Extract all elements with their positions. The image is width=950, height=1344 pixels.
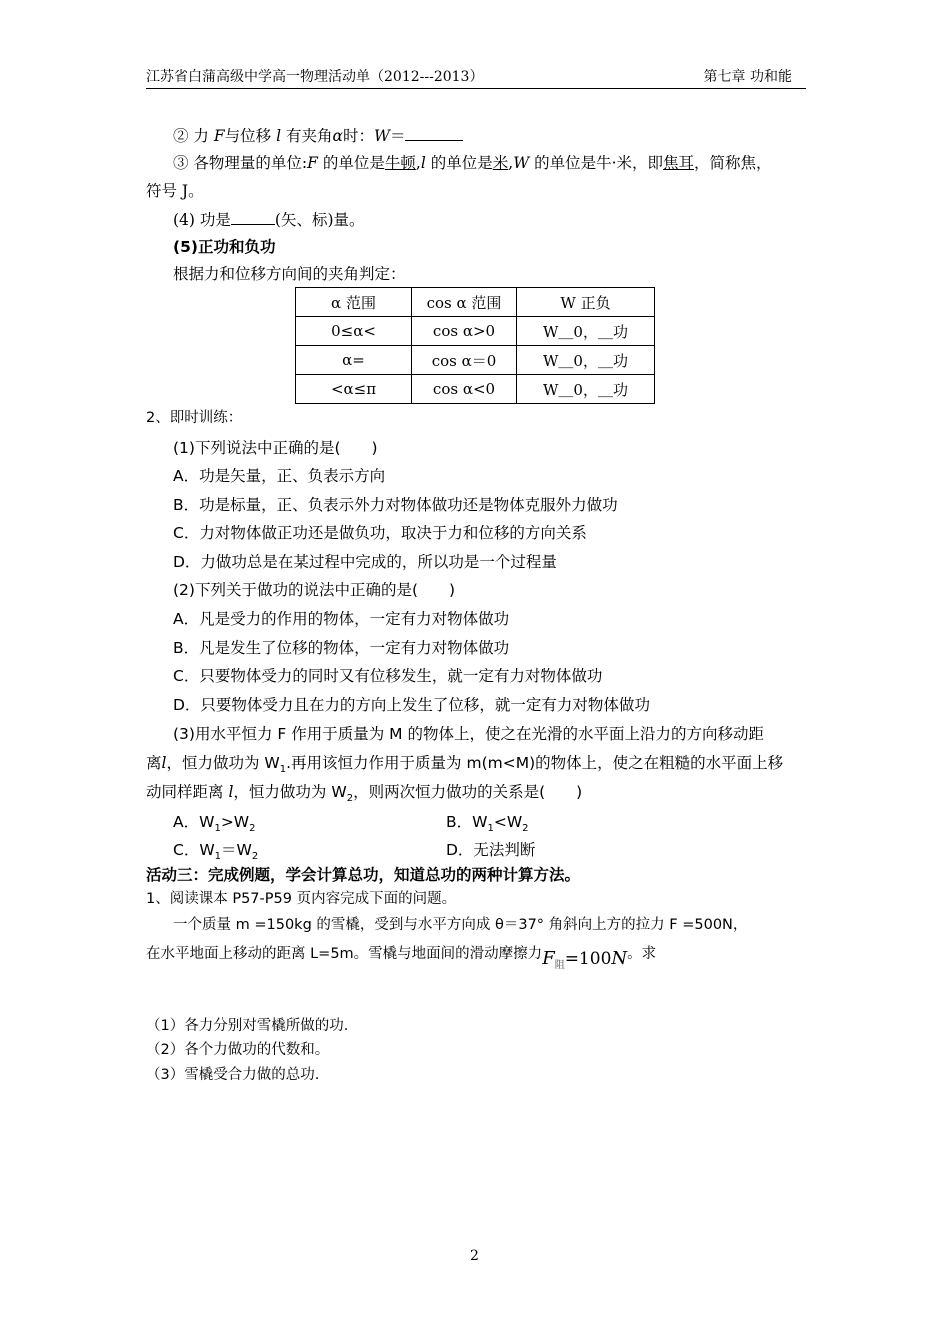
text: 的单位是牛·米，即 <box>534 154 664 172</box>
subscript: 1 <box>279 764 287 776</box>
table-cell: α= <box>296 346 412 375</box>
text: ，简称焦， <box>694 154 772 172</box>
answer-blank[interactable] <box>405 125 463 141</box>
table-cell[interactable]: W＿0，＿功 <box>517 317 655 346</box>
subscript: 2 <box>249 823 256 835</box>
question-1: (1)下列说法中正确的是( ) <box>173 439 378 457</box>
text: A．W <box>173 813 215 831</box>
math-unit: N <box>611 948 628 969</box>
text: B．W <box>446 813 488 831</box>
sub-question-1: （1）各力分别对雪橇所做的功. <box>146 1018 349 1034</box>
text: .再用该恒力作用于质量为 m(m<M)的物体上，使之在粗糙的水平面上移 <box>286 754 784 772</box>
table-cell: 0≤α< <box>296 317 412 346</box>
table-row <box>296 346 655 375</box>
page-header <box>146 66 806 89</box>
table-cell: cos α 范围 <box>412 288 517 317</box>
question-1-option-d[interactable]: D．力做功总是在某过程中完成的，所以功是一个过程量 <box>173 553 557 571</box>
table-cell[interactable]: W＿0，＿功 <box>517 346 655 375</box>
text: 米 <box>492 154 509 172</box>
text: l <box>420 154 426 172</box>
section-instant-training: 2、即时训练： <box>146 410 243 426</box>
text: 有夹角 <box>286 127 333 145</box>
table-cell: cos α>0 <box>412 317 517 346</box>
text: W <box>374 127 390 145</box>
text: 的单位是 <box>430 154 493 172</box>
page-number: 2 <box>470 1248 479 1264</box>
work-scalar-question <box>173 209 365 230</box>
units-line-cont: 符号 J。 <box>146 182 204 200</box>
question-3-line-3 <box>146 782 582 809</box>
text: C．W <box>173 841 215 859</box>
question-2-option-c[interactable]: C．只要物体受力的同时又有位移发生，就一定有力对物体做功 <box>173 667 603 685</box>
table-cell: W 正负 <box>517 288 655 317</box>
text: F <box>307 154 318 172</box>
text: l <box>276 127 282 145</box>
table-cell[interactable]: W＿0，＿功 <box>517 375 655 404</box>
reading-instruction: 1、阅读课本 P57-P59 页内容完成下面的问题。 <box>146 891 457 907</box>
question-2-option-b[interactable]: B．凡是发生了位移的物体，一定有力对物体做功 <box>173 639 510 657</box>
table-header-row <box>296 288 655 317</box>
text: W <box>513 154 530 172</box>
text: 焦耳 <box>663 154 695 172</box>
question-1-option-a[interactable]: A．功是矢量，正、负表示方向 <box>173 467 386 485</box>
table-cell: <α≤π <box>296 375 412 404</box>
text: 离 <box>146 754 162 772</box>
table-cell: cos α＝0 <box>412 346 517 375</box>
question-1-option-c[interactable]: C．力对物体做正功还是做负功，取决于力和位移的方向关系 <box>173 524 587 542</box>
question-3-option-a[interactable] <box>173 812 256 839</box>
question-3-line-1: (3)用水平恒力 F 作用于质量为 M 的物体上，使之在光滑的水平面上沿力的方向移动距 <box>173 725 764 743</box>
subscript: 2 <box>346 793 354 805</box>
subscript: 1 <box>487 823 494 835</box>
text: 与位移 <box>224 127 272 145</box>
text: ② 力 <box>173 127 209 145</box>
text: , <box>508 154 514 172</box>
question-3-option-b[interactable] <box>446 812 529 839</box>
angle-judgement-text: 根据力和位移方向间的夹角判定： <box>173 265 406 283</box>
question-1-option-b[interactable]: B．功是标量，正、负表示外力对物体做功还是物体克服外力做功 <box>173 496 618 514</box>
text: ＝W <box>221 841 252 859</box>
text: l <box>228 783 234 801</box>
math-F: F <box>542 948 555 969</box>
units-line <box>173 153 772 173</box>
subscript: 1 <box>214 851 222 863</box>
text: 。求 <box>627 946 657 962</box>
answer-blank[interactable] <box>231 209 275 225</box>
text: ＝ <box>389 127 406 145</box>
table-cell: α 范围 <box>296 288 412 317</box>
table-row <box>296 317 655 346</box>
text: 在水平地面上移动的距离 L=5m。雪橇与地面间的滑动摩擦力 <box>146 946 543 962</box>
text: ，则两次恒力做功的关系是( ) <box>353 783 583 801</box>
question-3-option-d[interactable]: D．无法判断 <box>446 841 536 859</box>
header-title: 江苏省白蒲高级中学高一物理活动单（2012---2013） <box>146 69 484 85</box>
header-chapter: 第七章 功和能 <box>703 69 792 85</box>
table-cell: cos α<0 <box>412 375 517 404</box>
text: , <box>415 154 421 172</box>
question-2: (2)下列关于做功的说法中正确的是( ) <box>173 581 456 599</box>
text: >W <box>220 813 250 831</box>
sub-question-3: （3）雪橇受合力做的总功. <box>146 1067 320 1083</box>
sub-question-2: （2）各个力做功的代数和。 <box>146 1042 330 1058</box>
text: 的单位是 <box>322 154 385 172</box>
section-positive-negative-work: (5)正功和负功 <box>173 238 276 256</box>
question-2-option-d[interactable]: D．只要物体受力且在力的方向上发生了位移，就一定有力对物体做功 <box>173 696 650 714</box>
work-formula-angle <box>173 125 463 146</box>
sled-problem-line-1: 一个质量 m =150kg 的雪橇，受到与水平方向成 θ＝37° 角斜向上方的拉力 F =500N， <box>173 917 748 933</box>
text: ，恒力做功为 W <box>233 783 347 801</box>
text: ，恒力做功为 W <box>166 754 280 772</box>
text: 牛顿 <box>384 154 416 172</box>
text: l <box>161 754 167 772</box>
text: 时： <box>342 127 374 145</box>
text: (矢、标)量。 <box>274 211 365 229</box>
question-3-line-2 <box>146 753 783 780</box>
table-row <box>296 375 655 404</box>
math-value: =100 <box>564 949 612 969</box>
subscript: 2 <box>522 823 529 835</box>
angle-work-table <box>295 287 655 404</box>
subscript: 1 <box>214 823 221 835</box>
text: (4) 功是 <box>173 211 231 229</box>
sled-problem-line-2 <box>146 943 656 970</box>
question-2-option-a[interactable]: A．凡是受力的作用的物体，一定有力对物体做功 <box>173 610 510 628</box>
text: α <box>332 127 343 145</box>
text: <W <box>493 813 523 831</box>
subscript: 2 <box>251 851 259 863</box>
activity-3-heading: 活动三：完成例题，学会计算总功，知道总功的两种计算方法。 <box>146 866 581 884</box>
text: F <box>213 127 225 145</box>
subscript: 阻 <box>554 959 565 971</box>
text: ③ 各物理量的单位: <box>173 154 308 172</box>
text: 动同样距离 <box>146 783 224 801</box>
question-3-option-c[interactable] <box>173 840 258 867</box>
